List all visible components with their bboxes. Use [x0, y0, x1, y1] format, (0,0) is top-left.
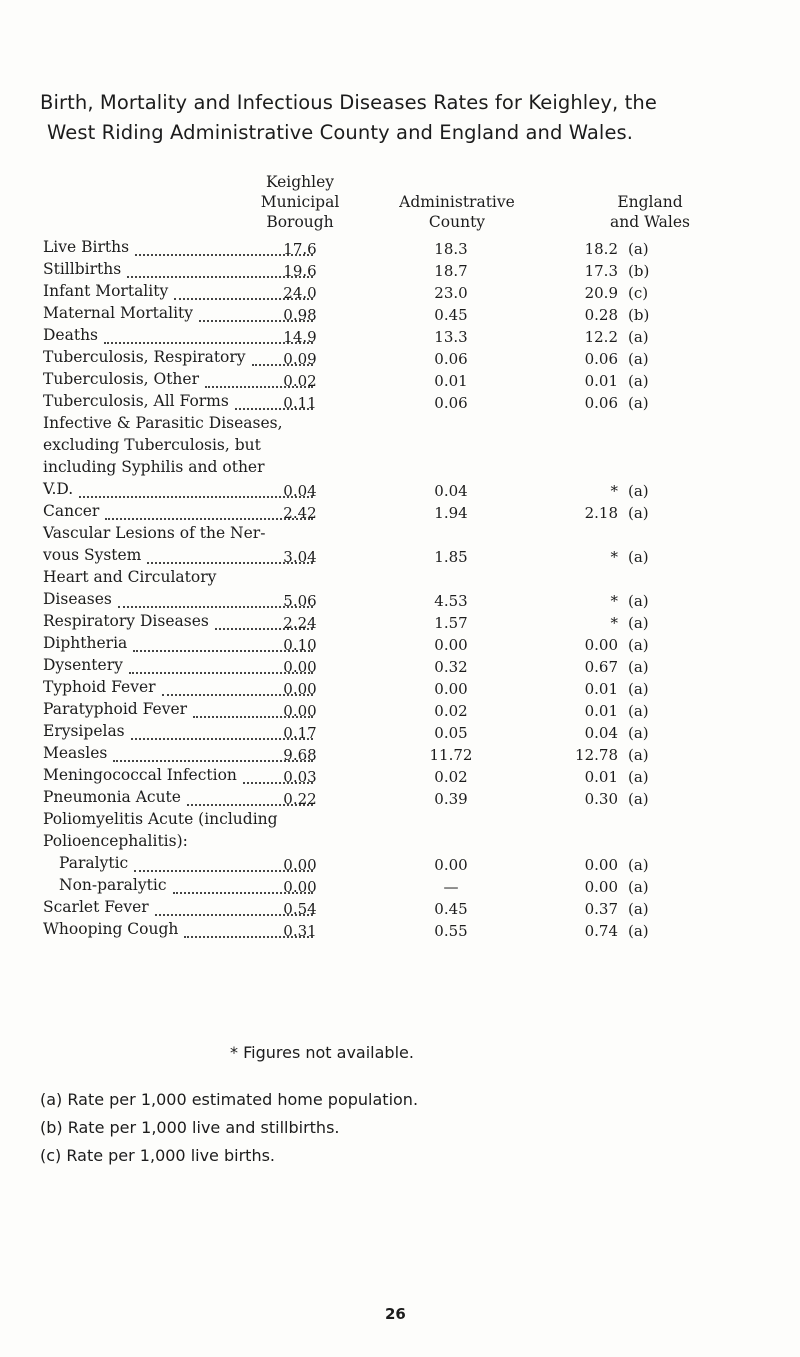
value-county: — [443, 878, 459, 896]
value-keighley: 19.6 [283, 262, 317, 280]
rate-basis-note: (a) [628, 328, 649, 346]
value-keighley: 0.03 [283, 768, 317, 786]
table-row-label-line [0, 414, 800, 436]
table-row-values [0, 920, 800, 942]
value-keighley: 0.10 [283, 636, 317, 654]
value-england: 18.2 [584, 240, 618, 258]
rate-basis-note: (a) [628, 240, 649, 258]
table-row-values [0, 304, 800, 326]
row-label: Paratyphoid Fever [43, 700, 188, 718]
rate-basis-note: (a) [628, 504, 649, 522]
row-label: Deaths [43, 326, 99, 344]
table-row-values [0, 480, 800, 502]
table-row-values [0, 348, 800, 370]
value-england: * [610, 548, 618, 566]
row-label: Infective & Parasitic Diseases, [43, 414, 283, 432]
footnote-b: (b) Rate per 1,000 live and stillbirths. [40, 1118, 340, 1137]
value-keighley: 2.24 [283, 614, 317, 632]
table-row-values [0, 722, 800, 744]
value-keighley: 14.9 [283, 328, 317, 346]
row-label: Measles [43, 744, 108, 762]
table-row-values [0, 832, 800, 854]
table-row-values [0, 392, 800, 414]
value-keighley: 0.17 [283, 724, 317, 742]
row-label: Respiratory Diseases [43, 612, 209, 630]
value-england: 0.04 [584, 724, 618, 742]
value-keighley: 5.06 [283, 592, 317, 610]
row-label: Typhoid Fever [43, 678, 156, 696]
rate-basis-note: (a) [628, 548, 649, 566]
row-label: Erysipelas [43, 722, 125, 740]
value-keighley: 0.98 [283, 306, 317, 324]
value-england: 0.06 [584, 350, 618, 368]
value-county: 0.06 [434, 394, 468, 412]
header-keighley-line: Borough [266, 213, 334, 231]
table-row-label-line [0, 524, 800, 546]
page-number: 26 [385, 1305, 406, 1323]
footnote-c: (c) Rate per 1,000 live births. [40, 1146, 275, 1165]
table-row-values [0, 744, 800, 766]
rate-basis-note: (a) [628, 900, 649, 918]
rate-basis-note: (a) [628, 724, 649, 742]
rate-basis-note: (a) [628, 350, 649, 368]
row-label: Poliomyelitis Acute (including [43, 810, 278, 828]
value-england: 0.28 [584, 306, 618, 324]
row-label: Tuberculosis, Respiratory [43, 348, 246, 366]
row-label: Diseases [43, 590, 112, 608]
value-england: 2.18 [584, 504, 618, 522]
table-row-values [0, 238, 800, 260]
rate-basis-note: (a) [628, 680, 649, 698]
value-county: 0.02 [434, 702, 468, 720]
value-keighley: 0.09 [283, 350, 317, 368]
value-england: 12.2 [584, 328, 618, 346]
value-keighley: 0.00 [283, 680, 317, 698]
rate-basis-note: (a) [628, 702, 649, 720]
value-keighley: 2.42 [283, 504, 317, 522]
row-label: Diphtheria [43, 634, 128, 652]
rate-basis-note: (a) [628, 636, 649, 654]
rate-basis-note: (a) [628, 482, 649, 500]
row-label: Dysentery [43, 656, 123, 674]
row-label: Live Births [43, 238, 130, 256]
value-county: 11.72 [429, 746, 473, 764]
value-england: 0.01 [584, 372, 618, 390]
rate-basis-note: (a) [628, 746, 649, 764]
rate-basis-note: (a) [628, 922, 649, 940]
rate-basis-note: (b) [628, 262, 650, 280]
value-england: 0.00 [584, 856, 618, 874]
row-label: Tuberculosis, Other [43, 370, 199, 388]
value-keighley: 0.54 [283, 900, 317, 918]
row-label: Infant Mortality [43, 282, 169, 300]
value-keighley: 9.68 [283, 746, 317, 764]
table-row-values [0, 282, 800, 304]
value-county: 13.3 [434, 328, 468, 346]
rate-basis-note: (a) [628, 592, 649, 610]
value-county: 4.53 [434, 592, 468, 610]
header-england-line: and Wales [610, 213, 690, 231]
value-county: 23.0 [434, 284, 468, 302]
table-row-values [0, 876, 800, 898]
value-county: 0.02 [434, 768, 468, 786]
table-row-values [0, 612, 800, 634]
value-county: 0.01 [434, 372, 468, 390]
value-england: 0.01 [584, 680, 618, 698]
row-label: Vascular Lesions of the Ner- [43, 524, 266, 542]
header-county-line: County [428, 213, 486, 231]
rate-basis-note: (a) [628, 394, 649, 412]
row-label: Polioencephalitis): [43, 832, 188, 850]
value-england: 12.78 [575, 746, 618, 764]
value-county: 0.39 [434, 790, 468, 808]
value-england: 0.00 [584, 878, 618, 896]
header-keighley-line: Keighley [265, 173, 335, 191]
value-county: 0.45 [434, 900, 468, 918]
rate-basis-note: (a) [628, 614, 649, 632]
rate-basis-note: (a) [628, 790, 649, 808]
value-england: 20.9 [584, 284, 618, 302]
table-row-label-line [0, 810, 800, 832]
value-county: 1.94 [434, 504, 468, 522]
row-label: Maternal Mortality [43, 304, 194, 322]
row-label: Meningococcal Infection [43, 766, 237, 784]
row-label: excluding Tuberculosis, but [43, 436, 261, 454]
row-label: Tuberculosis, All Forms [43, 392, 229, 410]
value-county: 0.00 [434, 636, 468, 654]
table-row-values [0, 854, 800, 876]
value-county: 0.05 [434, 724, 468, 742]
row-label: vous System [43, 546, 142, 564]
value-county: 1.57 [434, 614, 468, 632]
table-row-values [0, 678, 800, 700]
table-row-values [0, 546, 800, 568]
table-row-label-line [0, 436, 800, 458]
value-england: 0.00 [584, 636, 618, 654]
header-keighley [238, 172, 362, 232]
value-england: 0.30 [584, 790, 618, 808]
value-county: 0.00 [434, 680, 468, 698]
value-county: 0.04 [434, 482, 468, 500]
table-row-values [0, 370, 800, 392]
row-label: Whooping Cough [43, 920, 179, 938]
title-line-2: West Riding Administrative County and England and Wales. [47, 121, 634, 144]
header-keighley-line: Municipal [260, 193, 340, 211]
value-england: 0.67 [584, 658, 618, 676]
table-row-label-line [0, 568, 800, 590]
table-row-values [0, 898, 800, 920]
rate-basis-note: (a) [628, 878, 649, 896]
rate-basis-note: (c) [628, 284, 649, 302]
value-county: 0.55 [434, 922, 468, 940]
value-keighley: 17.6 [283, 240, 317, 258]
rate-basis-note: (b) [628, 306, 650, 324]
value-county: 18.3 [434, 240, 468, 258]
table-row-values [0, 590, 800, 612]
value-keighley: 0.00 [283, 702, 317, 720]
rate-basis-note: (a) [628, 658, 649, 676]
page-title [40, 88, 770, 148]
value-keighley: 0.22 [283, 790, 317, 808]
value-keighley: 24.0 [283, 284, 317, 302]
value-england: 0.06 [584, 394, 618, 412]
value-keighley: 0.11 [283, 394, 317, 412]
value-england: * [610, 482, 618, 500]
value-england: * [610, 592, 618, 610]
value-keighley: 0.00 [283, 856, 317, 874]
footnote-a: (a) Rate per 1,000 estimated home population. [40, 1090, 419, 1109]
table-row-values [0, 656, 800, 678]
value-county: 1.85 [434, 548, 468, 566]
table-row-values [0, 634, 800, 656]
row-label: Pneumonia Acute [43, 788, 181, 806]
table-row-values [0, 326, 800, 348]
value-county: 18.7 [434, 262, 468, 280]
rate-basis-note: (a) [628, 856, 649, 874]
value-keighley: 0.02 [283, 372, 317, 390]
row-label: Cancer [43, 502, 100, 520]
value-england: 0.01 [584, 768, 618, 786]
row-label: Non-paralytic [59, 876, 167, 894]
header-england-line: England [617, 193, 683, 211]
value-england: 0.37 [584, 900, 618, 918]
value-keighley: 0.31 [283, 922, 317, 940]
row-label: including Syphilis and other [43, 458, 265, 476]
value-county: 0.00 [434, 856, 468, 874]
header-county-line: Administrative [399, 193, 515, 211]
header-england [585, 192, 715, 232]
table-row-values [0, 502, 800, 524]
value-county: 0.32 [434, 658, 468, 676]
table-row-values [0, 766, 800, 788]
row-label: V.D. [43, 480, 74, 498]
row-label: Paralytic [59, 854, 129, 872]
row-label: Stillbirths [43, 260, 122, 278]
rate-basis-note: (a) [628, 372, 649, 390]
table-row-label-line [0, 458, 800, 480]
value-england: 17.3 [584, 262, 618, 280]
header-county [394, 192, 520, 232]
value-england: * [610, 614, 618, 632]
value-keighley: 0.04 [283, 482, 317, 500]
rate-basis-note: (a) [628, 768, 649, 786]
table-row-values [0, 788, 800, 810]
value-county: 0.45 [434, 306, 468, 324]
value-keighley: 0.00 [283, 658, 317, 676]
value-county: 0.06 [434, 350, 468, 368]
not-available-note: * Figures not available. [230, 1043, 414, 1062]
table-row-values [0, 260, 800, 282]
row-label: Scarlet Fever [43, 898, 149, 916]
row-label: Heart and Circulatory [43, 568, 217, 586]
value-keighley: 3.04 [283, 548, 317, 566]
value-keighley: 0.00 [283, 878, 317, 896]
title-line-1: Birth, Mortality and Infectious Diseases Rates for Keighley, the [40, 91, 657, 114]
table-row-values [0, 700, 800, 722]
value-england: 0.01 [584, 702, 618, 720]
value-england: 0.74 [584, 922, 618, 940]
